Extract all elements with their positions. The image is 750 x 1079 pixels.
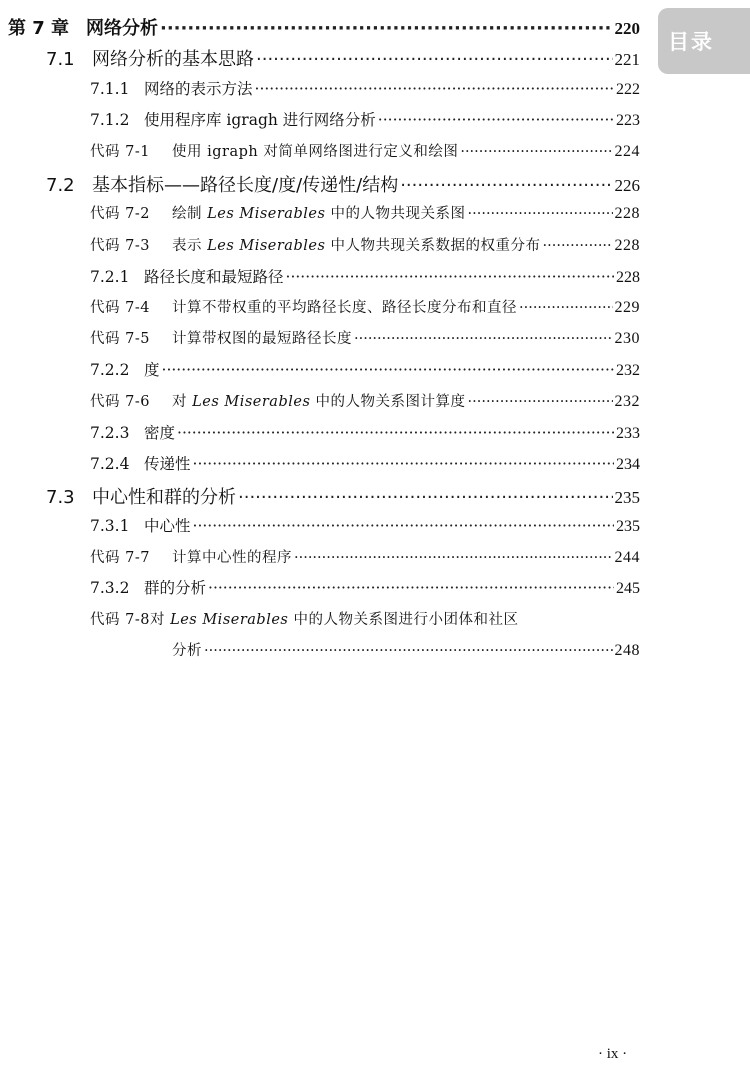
leader-dots	[255, 80, 614, 98]
entry-number: 代码 7-2	[90, 206, 150, 222]
entry-title: 表示 Les Miserables 中人物共现关系数据的权重分布	[172, 238, 541, 254]
entry-title: 计算不带权重的平均路径长度、路径长度分布和直径	[172, 300, 517, 316]
leader-dots	[378, 111, 614, 129]
entry-number: 7.3.1	[90, 517, 130, 535]
leader-dots	[238, 487, 613, 508]
page-number: 228	[614, 237, 640, 254]
toc-entry-sub[interactable]	[90, 576, 640, 598]
entry-number: 代码 7-4	[90, 300, 150, 316]
entry-number: 代码 7-8	[90, 612, 150, 628]
leader-dots	[160, 18, 613, 39]
entry-title: 群的分析	[144, 579, 207, 597]
leader-dots	[208, 579, 614, 597]
toc-entry-code[interactable]	[90, 234, 640, 255]
leader-dots	[193, 517, 614, 535]
toc-entry-code[interactable]	[90, 202, 640, 223]
entry-number: 代码 7-1	[90, 144, 150, 160]
page-number: 226	[614, 176, 640, 195]
leader-dots	[543, 238, 613, 254]
entry-title: 密度	[144, 424, 176, 442]
leader-dots	[400, 175, 612, 196]
entry-title: 计算带权图的最短路径长度	[172, 331, 352, 347]
leader-dots	[460, 144, 612, 160]
page-number: 248	[614, 642, 640, 659]
entry-number: 代码 7-7	[90, 550, 150, 566]
toc-entry-code[interactable]	[90, 608, 640, 660]
page-number: 221	[614, 50, 640, 69]
page-number: 235	[616, 518, 640, 535]
chapter-number: 第 7 章	[8, 18, 70, 39]
page-number: 244	[614, 549, 640, 566]
leader-dots	[468, 206, 613, 222]
page-number: 220	[614, 19, 640, 38]
italic-title: Les Miserables	[207, 206, 326, 222]
entry-number: 代码 7-5	[90, 331, 150, 347]
entry-number: 代码 7-3	[90, 238, 150, 254]
page-number: 222	[616, 81, 640, 98]
entry-number: 7.1	[46, 49, 75, 70]
toc-entry-code[interactable]	[90, 140, 640, 161]
entry-number: 7.3.2	[90, 579, 130, 597]
italic-title: Les Miserables	[207, 238, 326, 254]
entry-title: 路径长度和最短路径	[144, 268, 284, 286]
leader-dots	[468, 394, 613, 410]
leader-dots	[519, 300, 613, 316]
entry-title: 中心性和群的分析	[92, 487, 236, 508]
toc-entry-code[interactable]	[90, 327, 640, 348]
toc-entry-code[interactable]	[90, 390, 640, 411]
page-number: 233	[616, 425, 640, 442]
leader-dots	[193, 455, 614, 473]
page-footer: · ix ·	[598, 1046, 628, 1062]
entry-title-continued: 分析	[172, 643, 202, 659]
leader-dots	[204, 643, 613, 659]
leader-dots	[354, 331, 613, 347]
entry-title: 基本指标——路径长度/度/传递性/结构	[92, 175, 399, 196]
italic-title: Les Miserables	[170, 612, 289, 628]
italic-title: Les Miserables	[192, 394, 311, 410]
toc-entry-code[interactable]	[90, 546, 640, 567]
entry-number: 7.2.4	[90, 455, 130, 473]
entry-title: 绘制 Les Miserables 中的人物共现关系图	[172, 206, 466, 222]
toc-entry-sub[interactable]	[90, 265, 640, 287]
leader-dots	[286, 268, 614, 286]
toc-entry-sec[interactable]	[46, 483, 640, 509]
page-number: 224	[614, 143, 640, 160]
toc-entry-sub[interactable]	[90, 452, 640, 474]
entry-number: 7.1.1	[90, 80, 130, 98]
entry-number: 7.1.2	[90, 111, 130, 129]
entry-title: 对 Les Miserables 中的人物关系图进行小团体和社区	[149, 612, 519, 628]
entry-number: 7.3	[46, 487, 75, 508]
entry-number: 7.2.2	[90, 361, 130, 379]
entry-title: 网络的表示方法	[144, 80, 253, 98]
toc-entry-code[interactable]	[90, 296, 640, 317]
entry-number: 代码 7-6	[90, 394, 150, 410]
page-number: 223	[616, 112, 640, 129]
toc-entry-sub[interactable]	[90, 421, 640, 443]
entry-number: 7.2.3	[90, 424, 130, 442]
page-number: 245	[616, 580, 640, 597]
toc-tab[interactable]: 目录	[658, 8, 750, 74]
entry-title: 对 Les Miserables 中的人物关系图计算度	[172, 394, 466, 410]
toc-entry-sec[interactable]	[46, 171, 640, 197]
entry-title: 使用 igraph 对简单网络图进行定义和绘图	[172, 144, 459, 160]
chapter-title: 网络分析	[86, 18, 158, 39]
page-number: 229	[614, 299, 640, 316]
leader-dots	[256, 49, 613, 70]
entry-number: 7.2	[46, 175, 75, 196]
page-number: 235	[614, 488, 640, 507]
page-number: 228	[616, 269, 640, 286]
entry-title: 网络分析的基本思路	[92, 49, 254, 70]
page-number: 228	[614, 205, 640, 222]
toc-entry-sub[interactable]	[90, 77, 640, 99]
toc-entry-sub[interactable]	[90, 358, 640, 380]
toc-chapter[interactable]	[8, 14, 640, 40]
entry-title: 度	[144, 361, 160, 379]
entry-title: 计算中心性的程序	[172, 550, 292, 566]
leader-dots	[177, 424, 614, 442]
entry-title: 中心性	[144, 517, 191, 535]
toc-entry-sec[interactable]	[46, 45, 640, 71]
entry-title: 使用程序库 igragh 进行网络分析	[144, 111, 376, 129]
page-number: 234	[616, 456, 640, 473]
toc-entry-sub[interactable]	[90, 514, 640, 536]
page-number: 230	[614, 330, 640, 347]
leader-dots	[294, 550, 613, 566]
leader-dots	[162, 361, 614, 379]
entry-number: 7.2.1	[90, 268, 130, 286]
page-number: 232	[614, 393, 640, 410]
entry-title: 传递性	[144, 455, 191, 473]
toc-entry-sub[interactable]	[90, 108, 640, 130]
page-number: 232	[616, 362, 640, 379]
